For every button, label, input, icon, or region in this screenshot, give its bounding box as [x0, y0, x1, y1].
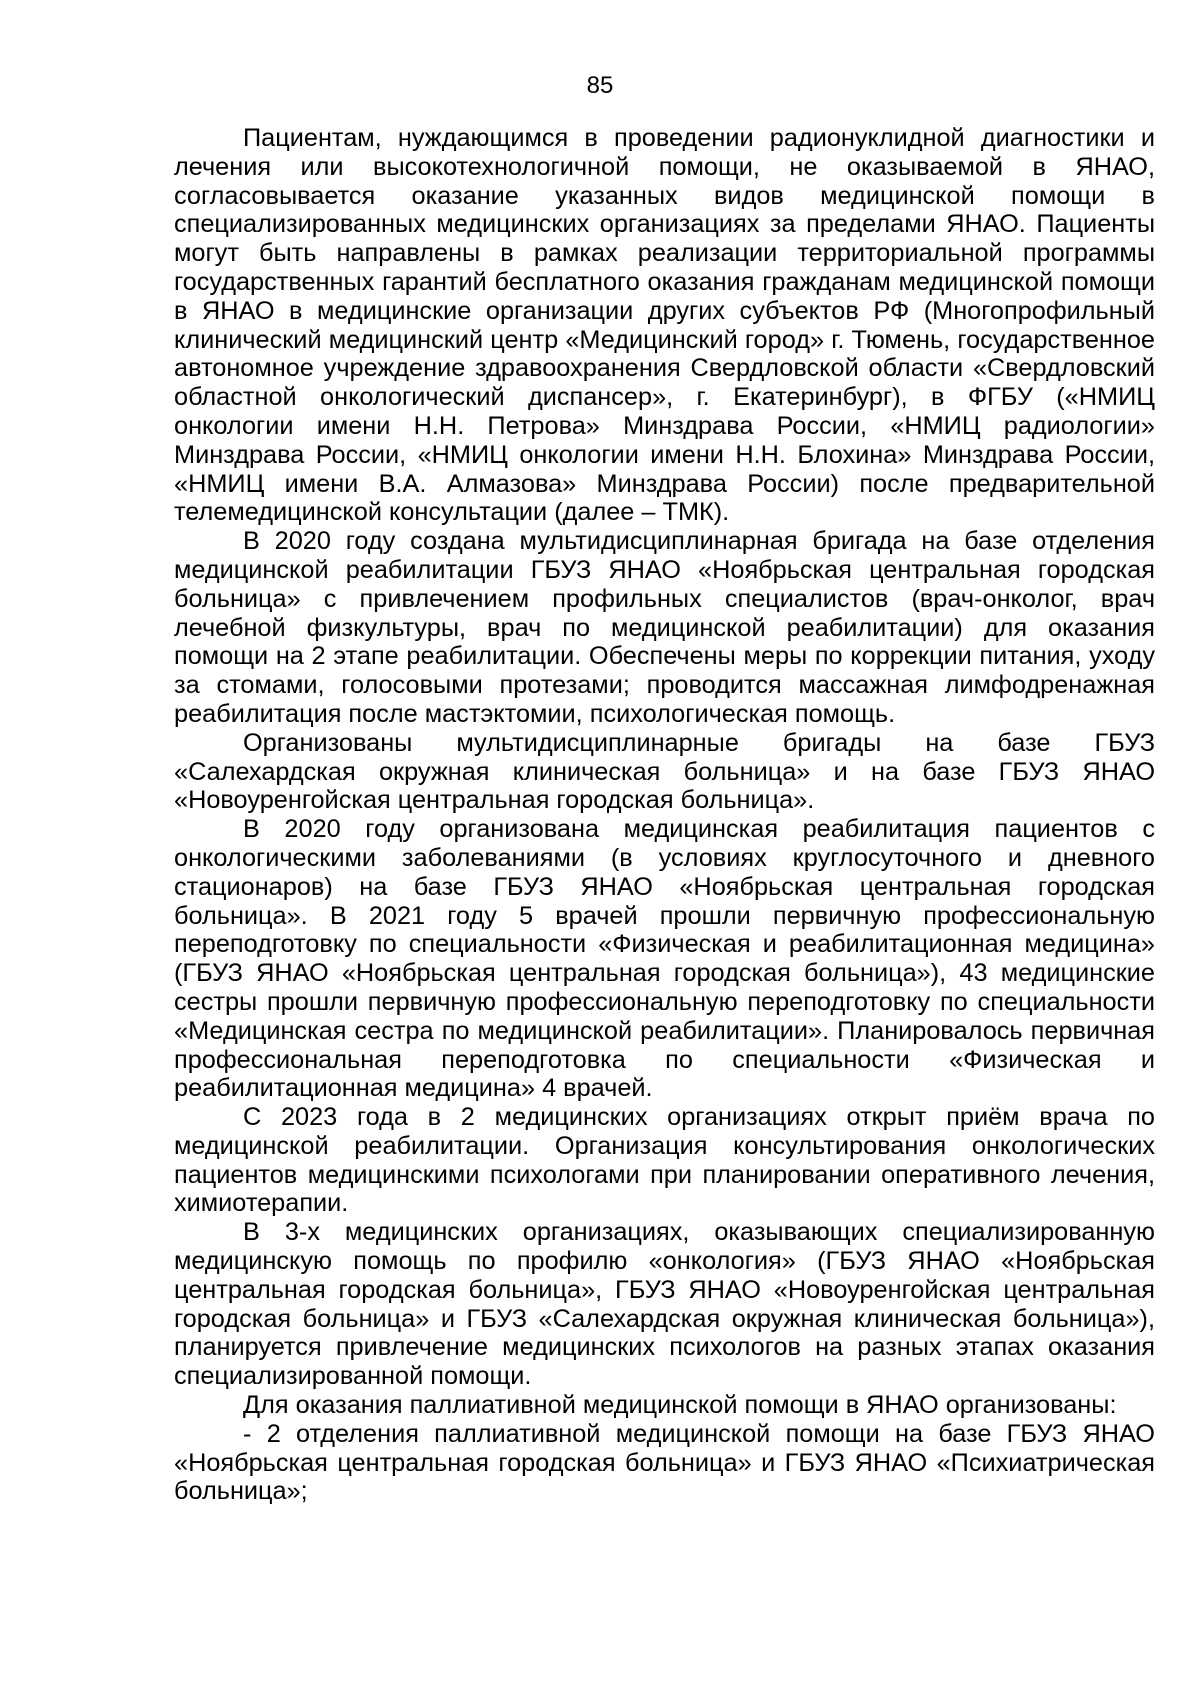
document-body	[174, 124, 1155, 1506]
list-item-palliative-departments: - 2 отделения паллиативной медицинской помощи на базе ГБУЗ ЯНАО «Ноябрьская центральная городская больница» и ГБУЗ ЯНАО «Психиатрическая больница»;	[174, 1419, 1155, 1506]
paragraph-referral-outside-yanao: Пациентам, нуждающимся в проведении радионуклидной диагностики и лечения или высокотехнологичной помощи, не оказываемой в ЯНАО, согласовывается оказание указанных видов медицинской помощи в специализированных медицинских организациях за пределами ЯНАО. Пациенты могут быть направлены в рамках реализации территориальной программы государственных гарантий бесплатного оказания гражданам медицинской помощи в ЯНАО в медицинские организации других субъектов РФ (Многопрофильный клинический медицинский центр «Медицинский город» г. Тюмень, государственное автономное учреждение здравоохранения Свердловской области «Свердловский областной онкологический диспансер», г. Екатеринбург), в ФГБУ («НМИЦ онкологии имени Н.Н. Петрова» Минздрава России, «НМИЦ радиологии» Минздрава России, «НМИЦ онкологии имени Н.Н. Блохина» Минздрава России, «НМИЦ имени В.А. Алмазова» Минздрава России) после предварительной телемедицинской консультации (далее – ТМК).	[174, 124, 1155, 527]
paragraph-multidisciplinary-teams: Организованы мультидисциплинарные бригады на базе ГБУЗ «Салехардская окружная клиническая больница» и на базе ГБУЗ ЯНАО «Новоуренгойская центральная городская больница».	[174, 728, 1155, 815]
paragraph-psychologists: В 3-х медицинских организациях, оказывающих специализированную медицинскую помощь по профилю «онкология» (ГБУЗ ЯНАО «Ноябрьская центральная городская больница», ГБУЗ ЯНАО «Новоуренгойская центральная городская больница» и ГБУЗ «Салехардская окружная клиническая больница»), планируется привлечение медицинских психологов на разных этапах оказания специализированной помощи.	[174, 1218, 1155, 1391]
paragraph-noyabrsk-rehab-team: В 2020 году создана мультидисциплинарная бригада на базе отделения медицинской реабилитации ГБУЗ ЯНАО «Ноябрьская центральная городская больница» с привлечением профильных специалистов (врач-онколог, врач лечебной физкультуры, врач по медицинской реабилитации) для оказания помощи на 2 этапе реабилитации. Обеспечены меры по коррекции питания, уходу за стомами, голосовыми протезами; проводится массажная лимфодренажная реабилитация после мастэктомии, психологическая помощь.	[174, 527, 1155, 728]
paragraph-palliative-intro: Для оказания паллиативной медицинской помощи в ЯНАО организованы:	[243, 1391, 1117, 1420]
page-number: 85	[586, 72, 614, 99]
paragraph-rehab-retraining: В 2020 году организована медицинская реабилитация пациентов с онкологическими заболеваниями (в условиях круглосуточного и дневного стационаров) на базе ГБУЗ ЯНАО «Ноябрьская центральная городская больница». В 2021 году 5 врачей прошли первичную профессиональную переподготовку по специальности «Физическая и реабилитационная медицина» (ГБУЗ ЯНАО «Ноябрьская центральная городская больница»), 43 медицинские сестры прошли первичную профессиональную переподготовку по специальности «Медицинская сестра по медицинской реабилитации». Планировалось первичная профессиональная переподготовка по специальности «Физическая и реабилитационная медицина» 4 врачей.	[174, 815, 1155, 1103]
paragraph-2023-rehab-appointments: С 2023 года в 2 медицинских организациях открыт приём врача по медицинской реабилитации. Организация консультирования онкологических пациентов медицинскими психологами при планировании оперативного лечения, химиотерапии.	[174, 1103, 1155, 1218]
